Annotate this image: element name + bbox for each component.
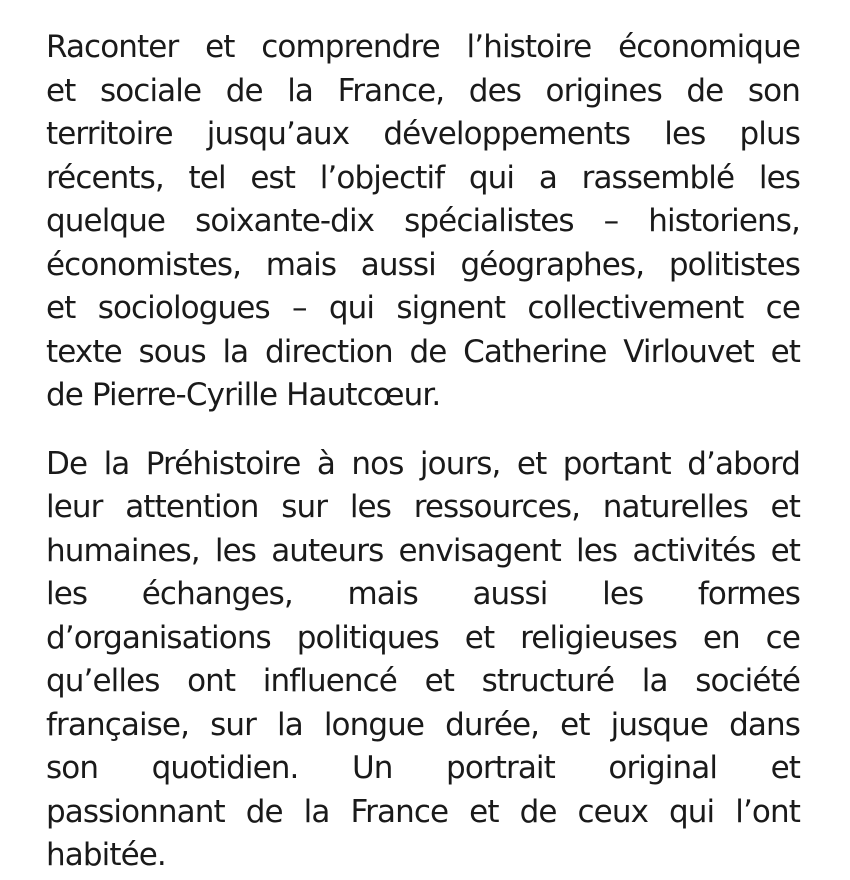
text-line: les échanges, mais aussi les formes: [46, 576, 800, 612]
text-line: passionnant de la France et de ceux qui l’ont: [46, 793, 800, 830]
text-line: d’organisations politiques et religieuses en ce: [46, 619, 800, 656]
text-line: humaines, les auteurs envisagent les activités et: [46, 532, 800, 569]
text-line: habitée.: [46, 837, 166, 873]
text-line: leur attention sur les ressources, naturelles et: [46, 489, 800, 525]
text-line: quelque soixante-dix spécialistes – historiens,: [46, 203, 800, 239]
text-line: française, sur la longue durée, et jusque dans: [46, 706, 800, 743]
text-line: territoire jusqu’aux développements les plus: [46, 116, 800, 152]
text-line: son quotidien. Un portrait original et: [46, 750, 800, 786]
text-line: qu’elles ont influencé et structuré la société: [46, 663, 800, 699]
text-line: et sociologues – qui signent collectivement ce: [46, 290, 800, 326]
paragraph-2: [46, 443, 800, 878]
book-description: [46, 26, 800, 878]
paragraph-1: [46, 26, 800, 418]
text-line: texte sous la direction de Catherine Virlouvet et: [46, 333, 800, 370]
text-line: économistes, mais aussi géographes, politistes: [46, 246, 800, 283]
text-line: De la Préhistoire à nos jours, et portant d’abord: [46, 445, 800, 482]
text-line: de Pierre-Cyrille Hautcœur.: [46, 377, 441, 413]
text-line: et sociale de la France, des origines de son: [46, 72, 800, 109]
text-line: Raconter et comprendre l’histoire économique: [46, 29, 800, 65]
text-line: récents, tel est l’objectif qui a rassemblé les: [46, 159, 800, 196]
